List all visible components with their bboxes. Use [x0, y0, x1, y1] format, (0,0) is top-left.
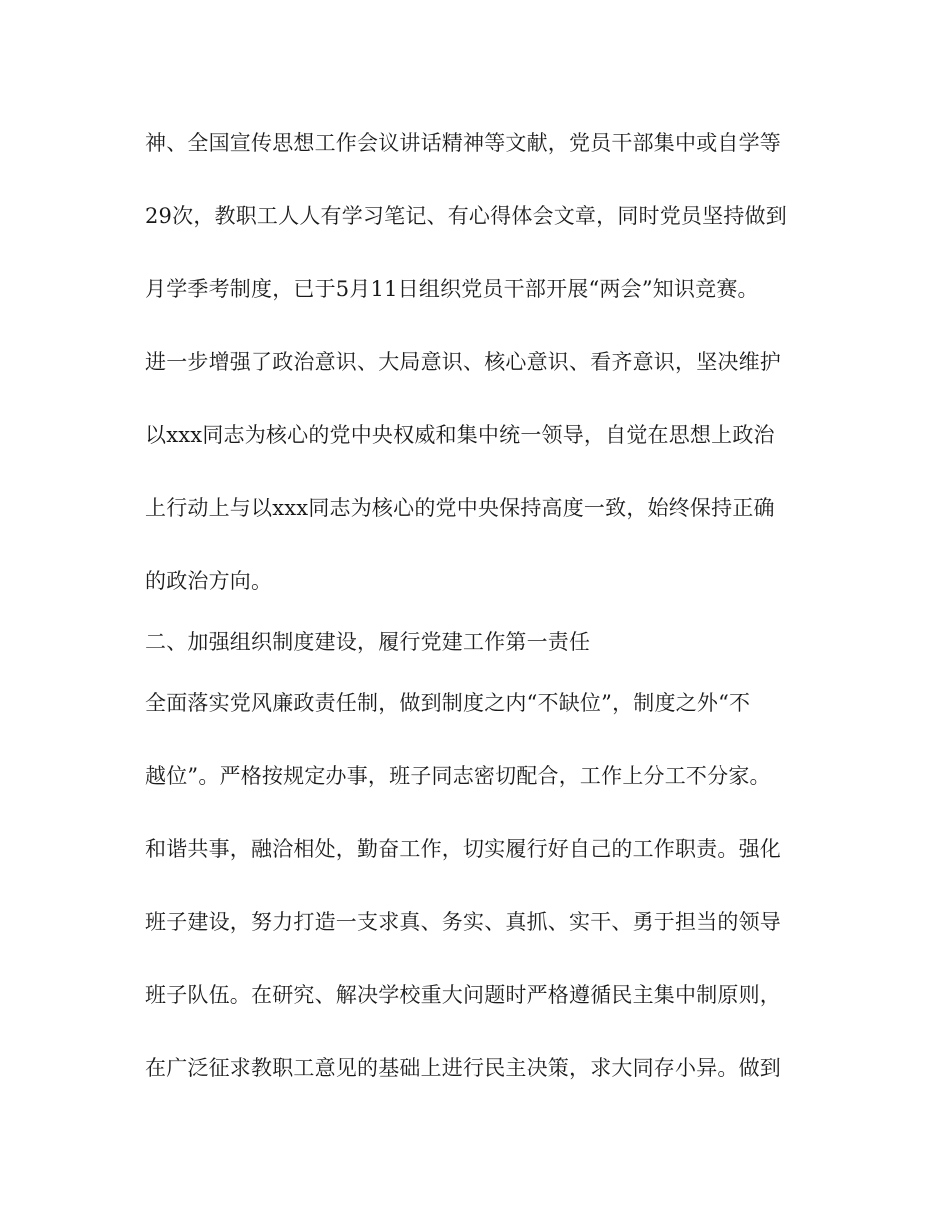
paragraph-line: 和谐共事，融洽相处，勤奋工作，切实履行好自己的工作职责。强化: [145, 837, 781, 861]
paragraph-line: 上行动上与以xxx同志为核心的党中央保持高度一致，始终保持正确: [145, 496, 775, 520]
paragraph-line: 月学季考制度，已于5月11日组织党员干部开展“两会”知识竞赛。: [145, 277, 759, 301]
paragraph-line: 神、全国宣传思想工作会议讲话精神等文献，党员干部集中或自学等: [145, 131, 781, 155]
paragraph-line: 全面落实党风廉政责任制，做到制度之内“不缺位”，制度之外“不: [145, 691, 751, 715]
paragraph-line: 越位”。严格按规定办事，班子同志密切配合，工作上分工不分家。: [145, 764, 771, 788]
paragraph-line: 进一步增强了政治意识、大局意识、核心意识、看齐意识，坚决维护: [145, 350, 781, 374]
paragraph-line: 在广泛征求教职工意见的基础上进行民主决策，求大同存小异。做到: [145, 1056, 781, 1080]
paragraph-line: 班子队伍。在研究、解决学校重大问题时严格遵循民主集中制原则，: [145, 983, 781, 1007]
paragraph-line: 班子建设，努力打造一支求真、务实、真抓、实干、勇于担当的领导: [145, 910, 781, 934]
paragraph-line: 29次，教职工人人有学习笔记、有心得体会文章，同时党员坚持做到: [145, 204, 787, 228]
section-heading: 二、加强组织制度建设，履行党建工作第一责任: [145, 630, 591, 654]
paragraph-line: 以xxx同志为核心的党中央权威和集中统一领导，自觉在思想上政治: [145, 423, 775, 447]
paragraph-line: 的政治方向。: [145, 569, 273, 593]
